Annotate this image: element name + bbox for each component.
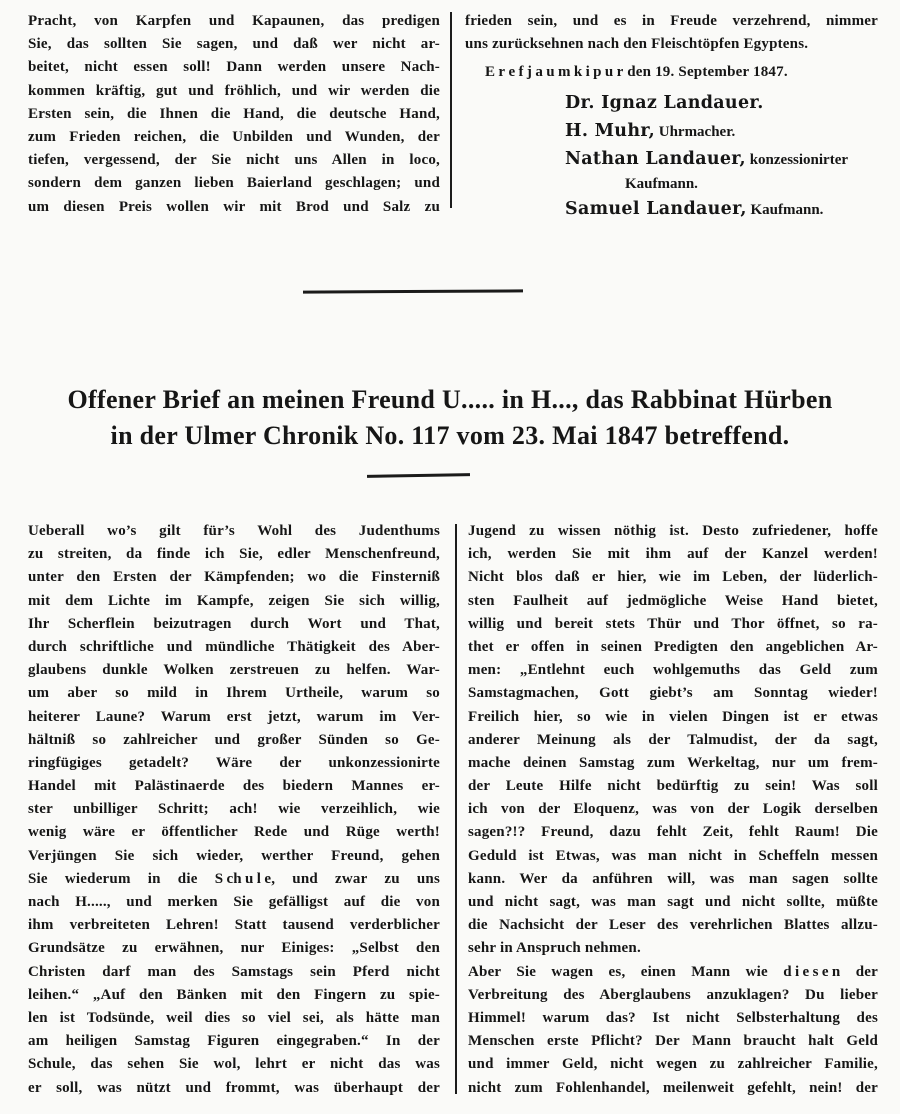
article-heading — [0, 382, 900, 454]
text-line: der Leute Hilfe nicht bedürftig zu sein! Was soll — [468, 778, 878, 795]
text-line: am heiligen Samstag Figuren eingegraben.“ In der — [28, 1033, 440, 1050]
text-line: unter den Ersten der Kämpfenden; wo die Finsterniß — [28, 569, 440, 586]
text-line: leihen.“ „Auf den Bänken mit den Fingern zu spie- — [28, 986, 440, 1003]
text-line: sondern dem ganzen lieben Baierland geschlagen; und — [28, 175, 440, 192]
column-divider-top — [450, 12, 452, 208]
text-line: thet er offen in seinen Predigten den angeblichen Ar- — [468, 638, 878, 655]
text-line: nicht zum Fohlenhandel, meilenweit gefehlt, nein! der — [468, 1079, 878, 1096]
text-line: um aber so mild in Ihrem Urtheile, warum so — [28, 685, 440, 702]
text-line: Jugend zu wissen nöthig ist. Desto zufriedener, hoffe — [468, 523, 878, 539]
text-line: Samstagmachen, Gott giebt’s am Sonntag wieder! — [468, 685, 878, 702]
signature-name: Nathan Landauer, — [565, 148, 746, 169]
text-line: ich von der Eloquenz, was von der Logik derselben — [468, 801, 878, 818]
column-divider-main — [455, 524, 457, 1094]
heading-line-1: Offener Brief an meinen Freund U..... in H..., das Rabbinat Hürben — [67, 385, 833, 414]
text-line: hältniß so zahlreicher und großer Sünden so Ge- — [28, 731, 440, 748]
text-line: Grundsätze zu erwähnen, nur Einiges: „Selbst den — [28, 940, 440, 957]
signature-name: Samuel Landauer, — [565, 198, 747, 219]
text-line: Nicht blos daß er hier, wie im Leben, der lüderlich- — [468, 569, 878, 586]
text-line: sagen?!? Freund, dazu fehlt Zeit, fehlt Raum! Die — [468, 824, 878, 841]
top-left-column — [28, 10, 440, 219]
text-line: nach H....., und merken Sie gefälligst auf die von — [28, 894, 440, 910]
signature — [565, 197, 878, 223]
text-line: Verjüngen Sie sich wieder, werther Freund, gehen — [28, 847, 440, 864]
text-line: kann. Wer da anführen will, was man sagen sollte — [468, 870, 878, 887]
letter-paragraph-2 — [468, 961, 878, 1100]
text-line: zu streiten, da finde ich Sie, edler Menschenfreund, — [28, 546, 440, 563]
text-line: men: „Entlehnt euch wohlgemuths das Geld zum — [468, 662, 878, 679]
section-divider-rule — [303, 289, 523, 293]
text-line: mache deinen Samstag zum Werkeltag, nur um frem- — [468, 754, 878, 771]
top-right-column — [465, 10, 878, 225]
text-line: uns zurücksehnen nach den Fleischtöpfen Egyptens. — [465, 36, 809, 53]
dateline: E r e f j a u m k i p u r den 19. September 1847. — [485, 64, 788, 81]
text-line: Sie, das sollten Sie sagen, und daß wer nicht ar- — [28, 36, 440, 53]
text-line: Ihr Scherflein beizutragen durch Wort und That, — [28, 615, 440, 632]
signature — [565, 147, 878, 195]
text-line: Sie wiederum in die S ch u l e, und zwar zu uns — [28, 870, 440, 887]
closing-paragraph — [465, 10, 878, 56]
text-line: Christen darf man des Samstags sein Pferd nicht — [28, 963, 440, 980]
text-line: Geduld ist Etwas, was man nicht in Scheffeln messen — [468, 847, 878, 864]
text-line: Ersten sein, die Ihnen die Hand, die deutsche Hand, — [28, 105, 440, 122]
text-line: mit dem Lichte im Kampfe, zeigen Sie sich willig, — [28, 592, 440, 609]
text-line: Handel mit Palästinaerde des biedern Mannes er- — [28, 778, 440, 795]
text-line: und nicht sagt, was man sagt und nicht sollte, müßte — [468, 894, 878, 910]
letter-paragraph-1 — [468, 520, 878, 961]
text-line: ihm verbreiteten Lehren! Statt tausend verderblicher — [28, 917, 440, 934]
signature-name: H. Muhr, — [565, 120, 655, 141]
text-line: ster unbilliger Schritt; ach! wie verzeihlich, wie — [28, 801, 440, 818]
text-line: sehr in Anspruch nehmen. — [468, 940, 641, 957]
text-line: anderer Meinung als der Talmudist, der da sagt, — [468, 731, 878, 748]
text-line: frieden sein, und es in Freude verzehrend, nimmer — [465, 13, 878, 29]
text-line: wenig wäre er öffentlicher Rede und Rüge werth! — [28, 824, 440, 841]
signature-block — [465, 91, 878, 223]
text-line: heiterer Laune? Warum erst jetzt, warum im Ver- — [28, 708, 440, 725]
text-line: Menschen erste Pflicht? Der Mann braucht halt Geld — [468, 1033, 878, 1050]
text-line: Freilich hier, so wie in vielen Dingen ist er etwas — [468, 708, 878, 725]
text-line: tiefen, vergessend, der Sie nicht uns Allen in loco, — [28, 152, 440, 169]
text-line: glaubens dunkle Wolken zerstreuen zu helfen. War- — [28, 662, 440, 679]
text-line: Verbreitung des Aberglaubens anzuklagen? Du lieber — [468, 986, 878, 1003]
text-line: durch schriftliche und mündliche Thätigkeit des Aber- — [28, 638, 440, 655]
text-line: ich, werden Sie mit ihm auf der Kanzel werden! — [468, 546, 878, 563]
text-line: um diesen Preis wollen wir mit Brod und Salz zu — [28, 198, 440, 215]
text-line: willig und bereit stets Thür und Thor öffnet, so ra- — [468, 615, 878, 632]
signature-title-line2: Kaufmann. — [625, 175, 698, 192]
text-line: Aber Sie wagen es, einen Mann wie d i e s e n der — [468, 963, 878, 980]
heading-line-2: in der Ulmer Chronik No. 117 vom 23. Mai 1847 betreffend. — [110, 421, 790, 450]
text-line: Schule, das sehen Sie wol, lehrt er nicht das was — [28, 1056, 440, 1073]
text-line: ringfügiges getadelt? Wäre der unkonzessionirte — [28, 754, 440, 771]
text-line: Pracht, von Karpfen und Kapaunen, das predigen — [28, 13, 440, 29]
text-line: er soll, was nützt und frommt, was überhaupt der — [28, 1079, 440, 1096]
signature-title: Uhrmacher. — [654, 123, 736, 140]
signature — [565, 119, 878, 145]
main-right-column — [468, 520, 878, 1100]
heading-divider-rule — [367, 473, 470, 477]
text-line: sten Faulheit auf jedmögliche Weise Hand bietet, — [468, 592, 878, 609]
signature-title: konzessionirter — [745, 151, 849, 168]
signature-name: Dr. Ignaz Landauer. — [565, 92, 764, 113]
signature — [565, 91, 878, 117]
text-line: beitet, nicht essen soll! Dann werden unsere Nach- — [28, 59, 440, 76]
text-line: kommen kräftig, gut und fröhlich, und wir werden die — [28, 82, 440, 99]
text-line: Himmel! warum das? Ist nicht Selbsterhaltung des — [468, 1009, 878, 1026]
text-line: len ist Todsünde, weil dies so viel sei, als hätte man — [28, 1009, 440, 1026]
signature-title: Kaufmann. — [746, 201, 824, 218]
text-line: und immer Geld, nicht wegen zu zahlreicher Familie, — [468, 1056, 878, 1073]
text-line: Ueberall wo’s gilt für’s Wohl des Judenthums — [28, 523, 440, 539]
text-line: die Nachsicht der Leser des verehrlichen Blattes allzu- — [468, 917, 878, 934]
text-line: zum Frieden reichen, die Unbilden und Wunden, der — [28, 128, 440, 145]
main-left-column — [28, 520, 440, 1100]
